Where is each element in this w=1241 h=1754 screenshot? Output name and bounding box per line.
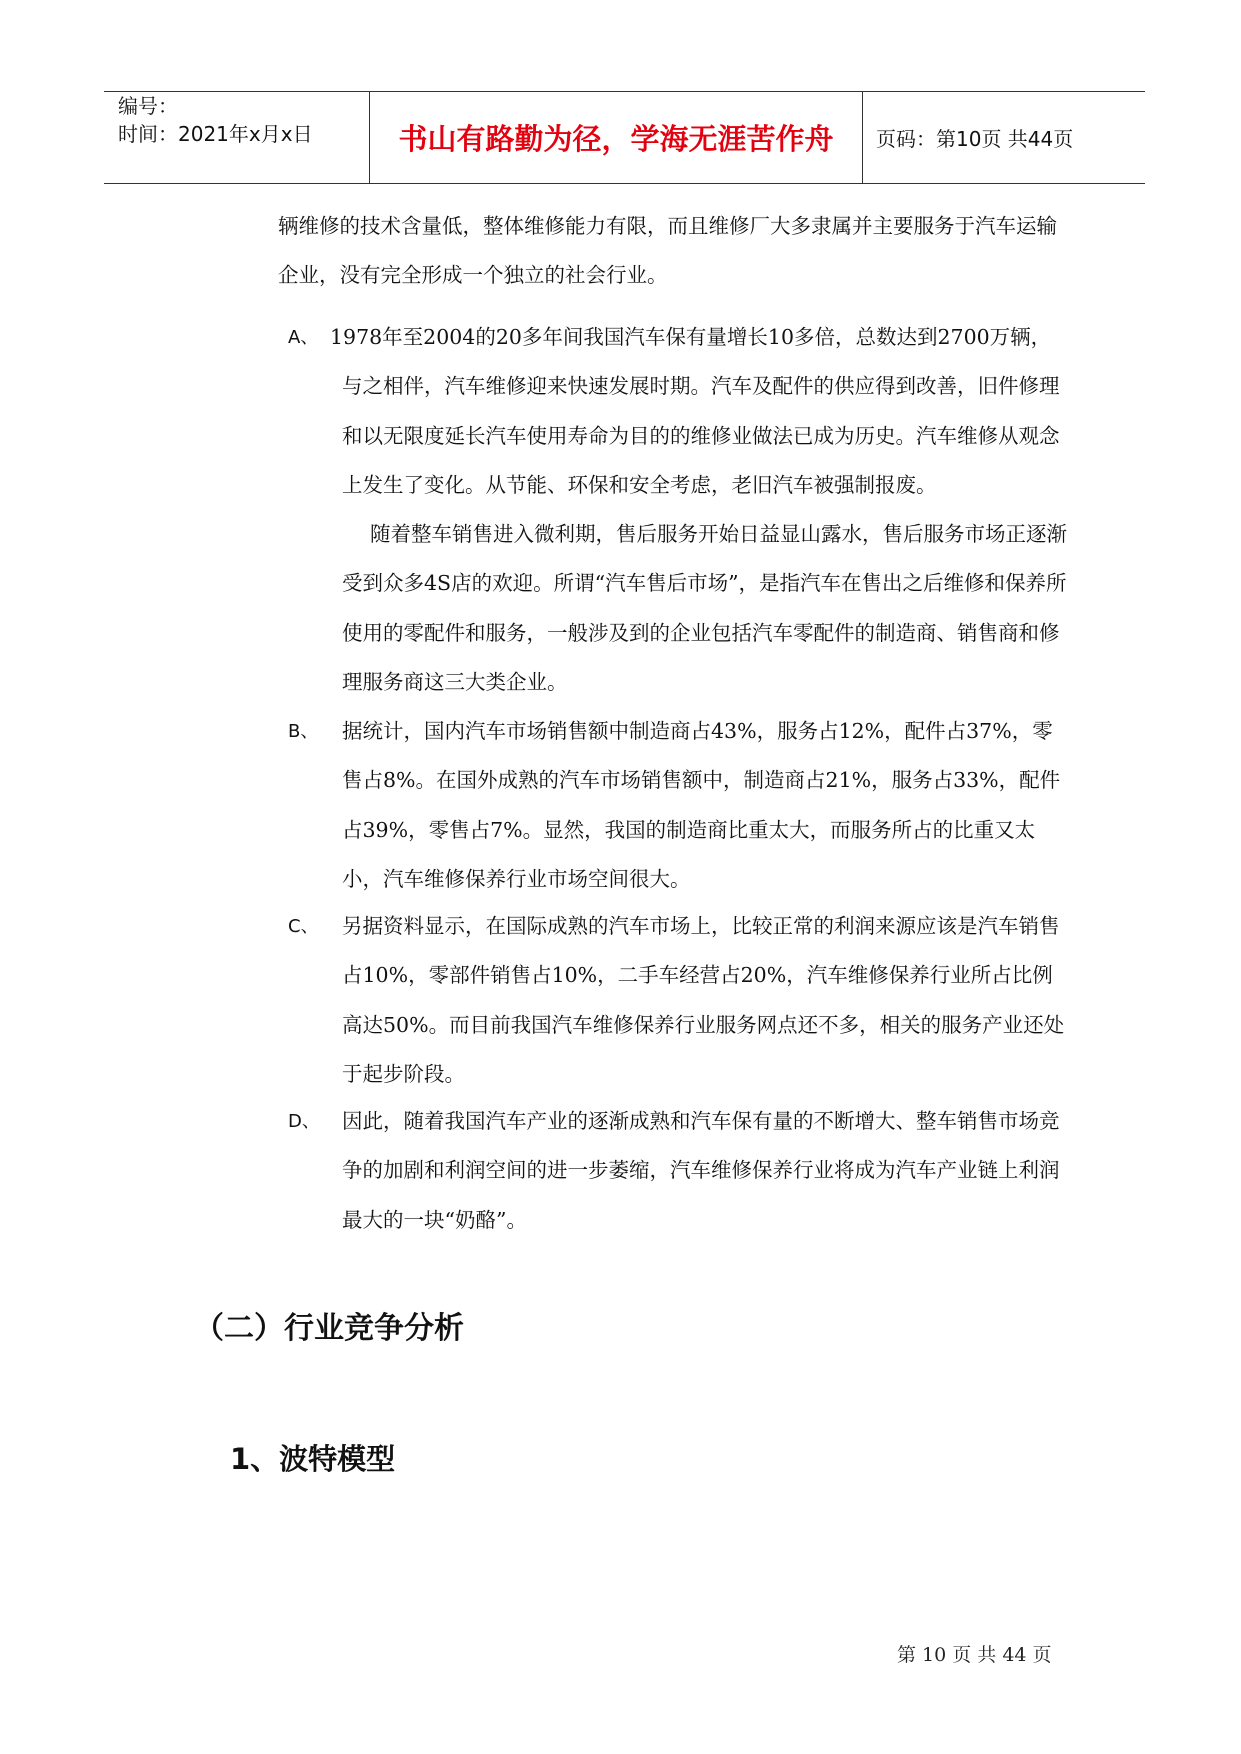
list-marker: C、 <box>288 916 319 937</box>
list-item-body: 因此，随着我国汽车产业的逐渐成熟和汽车保有量的不断增大、整车销售市场竞争的加剧和利润空间的进一步萎缩，汽车维修保养行业将成为汽车产业链上利润最大的一块“奶酪”。 <box>342 1109 1060 1232</box>
header-bottom-rule <box>104 183 1145 184</box>
header-meta <box>118 92 366 148</box>
list-item-body: 据统计，国内汽车市场销售额中制造商占43%，服务占12%，配件占37%，零售占8%。在国外成熟的汽车市场销售额中，制造商占21%，服务占33%，配件占39%，零售占7%。显然，我国的制造商比重太大，而服务所占的比重又太小，汽车维修保养行业市场空间很大。 <box>342 719 1061 891</box>
page-footer: 第 10 页 共 44 页 <box>897 1644 1052 1666</box>
list-item-body: 1978年至2004的20多年间我国汽车保有量增长10多倍，总数达到2700万辆，与之相伴，汽车维修迎来快速发展时期。汽车及配件的供应得到改善，旧件修理和以无限度延长汽车使用寿命为目的的维修业做法已成为历史。汽车维修从观念上发生了变化。从节能、环保和安全考虑，老旧汽车被强制报废。 <box>330 325 1060 497</box>
header-divider-left <box>369 91 370 183</box>
section-heading: （二）行业竞争分析 <box>194 1311 464 1346</box>
header-time: 时间：2021年x月x日 <box>118 122 313 146</box>
header-number: 编号： <box>118 94 178 118</box>
list-item-body: 另据资料显示，在国际成熟的汽车市场上，比较正常的利润来源应该是汽车销售占10%，零部件销售占10%，二手车经营占20%，汽车维修保养行业所占比例高达50%。而目前我国汽车维修保养行业服务网点还不多，相关的服务产业还处于起步阶段。 <box>342 914 1065 1086</box>
list-item-subparagraph: 随着整车销售进入微利期，售后服务开始日益显山露水，售后服务市场正逐渐受到众多4S店的欢迎。所谓“汽车售后市场”，是指汽车在售出之后维修和保养所使用的零配件和服务，一般涉及到的企业包括汽车零配件的制造商、销售商和修理服务商这三大类企业。 <box>342 522 1067 695</box>
intro-paragraph: 辆维修的技术含量低，整体维修能力有限，而且维修厂大多隶属并主要服务于汽车运输企业，没有完全形成一个独立的社会行业。 <box>278 214 1057 288</box>
subsection-heading: 1、波特模型 <box>230 1442 396 1476</box>
list-marker: B、 <box>288 721 319 742</box>
header-divider-right <box>862 91 863 183</box>
list-marker: A、 <box>288 327 319 348</box>
header-page-info: 页码：第10页 共44页 <box>876 126 1074 151</box>
list-marker: D、 <box>288 1111 320 1132</box>
list-item-text <box>330 313 1068 707</box>
header-motto: 书山有路勤为径，学海无涯苦作舟 <box>398 121 834 156</box>
